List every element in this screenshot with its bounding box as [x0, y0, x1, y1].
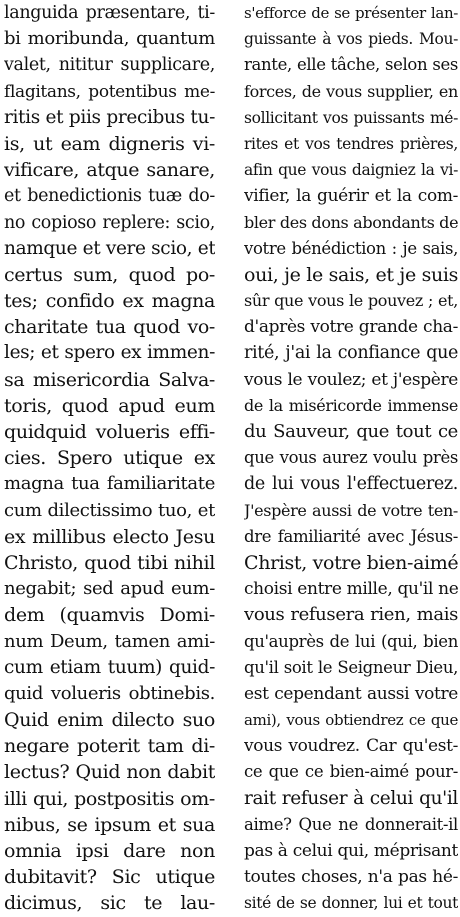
french-column — [244, 0, 458, 917]
french-line: vifier, la guérir et la com- — [244, 186, 458, 207]
french-line: choisi entre mille, qu'il ne — [244, 579, 458, 600]
french-line: Christ, votre bien-aimé — [244, 551, 458, 574]
latin-line: omnia ipsi dare non — [4, 840, 215, 862]
latin-line: num Deum, tamen ami- — [4, 630, 215, 652]
french-line: du Sauveur, que tout ce — [244, 421, 458, 442]
latin-line: nibus, se ipsum et sua — [4, 813, 215, 836]
latin-line: bi moribunda, quantum — [4, 28, 215, 50]
latin-line: negabit; sed apud eum- — [4, 578, 215, 600]
french-line: rité, j'ai la confiance que — [244, 343, 458, 364]
french-line: ce que ce bien-aimé pour- — [244, 762, 458, 782]
french-line: vous le voulez; et j'espère — [244, 369, 458, 390]
french-line: d'après votre grande cha- — [244, 317, 458, 338]
latin-line: cum dilectissimo tuo, et — [4, 499, 215, 521]
latin-line: magna tua familiaritate — [4, 473, 215, 495]
french-line: s'efforce de se présenter lan- — [244, 4, 458, 22]
latin-line: Quid enim dilecto suo — [4, 709, 215, 732]
french-line: sûr que vous le pouvez ; et, — [244, 291, 458, 311]
french-line: de lui vous l'effectuerez. — [244, 474, 458, 495]
latin-line: quidquid volueris effi- — [4, 421, 215, 443]
latin-line: flagitans, potentibus me- — [4, 81, 215, 102]
french-line: dre familiarité avec Jésus- — [244, 526, 458, 546]
latin-line: vificare, atque sanare, — [4, 159, 215, 182]
latin-line: illi qui, postpositis om- — [4, 787, 215, 810]
latin-line: namque et vere scio, et — [4, 237, 215, 259]
french-line: rait refuser à celui qu'il — [244, 787, 458, 809]
latin-line: cies. Spero utique ex — [4, 447, 215, 470]
latin-line: les; et spero ex immen- — [4, 342, 215, 364]
latin-line: languida præsentare, ti- — [4, 3, 215, 23]
latin-column — [4, 0, 215, 917]
french-line: vous voudrez. Car qu'est- — [244, 736, 458, 757]
latin-line: Christo, quod tibi nihil — [4, 551, 215, 574]
french-line: forces, de vous supplier, en — [244, 81, 458, 101]
latin-line: quid volueris obtinebis. — [4, 682, 215, 704]
latin-line: charitate tua quod vo- — [4, 316, 215, 339]
french-line: est cependant aussi votre — [244, 683, 458, 704]
latin-line: dem (quamvis Domi- — [4, 604, 215, 627]
french-line: sollicitant vos puissants mé- — [244, 108, 458, 127]
latin-line: no copioso replere: scio, — [4, 212, 215, 233]
latin-line: valet, nititur supplicare, — [4, 55, 215, 76]
french-line: vous refusera rien, mais — [244, 604, 458, 626]
latin-line: dicimus, sic te lau- — [4, 892, 215, 915]
latin-line: et benedictionis tuæ do- — [4, 186, 215, 207]
latin-line: dubitavit? Sic utique — [4, 866, 215, 889]
french-line: rites et vos tendres prières, — [244, 134, 458, 153]
latin-line: tes; confido ex magna — [4, 290, 215, 313]
latin-line: ex millibus electo Jesu — [4, 525, 215, 548]
french-line: bler des dons abondants de — [244, 212, 458, 232]
french-line: votre bénédiction : je sais, — [244, 238, 458, 258]
french-line: oui, je le sais, et je suis — [244, 263, 458, 286]
latin-line: toris, quod apud eum — [4, 394, 215, 417]
french-line: qu'auprès de lui (qui, bien — [244, 631, 458, 651]
french-line: afin que vous daigniez la vi- — [244, 161, 458, 180]
french-line: que vous aurez voulu près — [244, 448, 458, 468]
french-line: ami), vous obtiendrez ce que — [244, 711, 458, 730]
french-line: aime? Que ne donnerait-il — [244, 814, 458, 834]
latin-line: ritis et piis precibus tu- — [4, 106, 215, 128]
latin-line: is, ut eam digneris vi- — [4, 132, 215, 155]
french-line: toutes choses, n'a pas hé- — [244, 867, 458, 888]
latin-line: lectus? Quid non dabit — [4, 761, 215, 784]
latin-line: sa misericordia Salva- — [4, 368, 215, 391]
french-line: J'espère aussi de votre ten- — [244, 500, 458, 520]
latin-line: negare poterit tam di- — [4, 735, 215, 758]
french-line: pas à celui qui, méprisant — [244, 841, 458, 861]
latin-line: certus sum, quod po- — [4, 263, 215, 286]
french-line: de la miséricorde immense — [244, 395, 458, 415]
french-line: qu'il soit le Seigneur Dieu, — [244, 657, 458, 677]
french-line: rante, elle tâche, selon ses — [244, 55, 458, 75]
french-line: guissante à vos pieds. Mou- — [244, 30, 458, 49]
latin-line: cum etiam tuum) quid- — [4, 656, 215, 678]
french-line: sité de se donner, lui et tout — [244, 894, 458, 913]
